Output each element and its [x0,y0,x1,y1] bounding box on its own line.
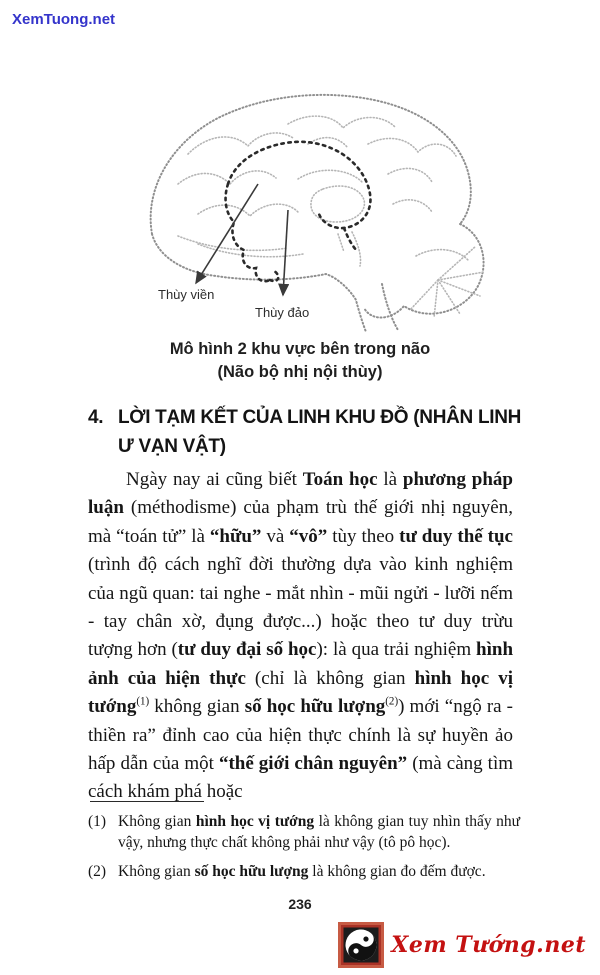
footnote-1-text: Không gian hình học vị tướng là không gian tuy nhìn thấy như vậy, nhưng thực chất không phải như vậy (tô pô học). [118,813,521,852]
watermark-link[interactable]: XemTuong.net [12,11,116,28]
footnote-2-marker: (2) [88,862,107,880]
site-logo [338,922,586,968]
brain-figure [138,84,508,336]
body-paragraph: Ngày nay ai cũng biết Toán học là phương pháp luận (méthodisme) của phạm trù thế giới nhị nguyên, mà “toán tử” là “hữu” và “vô” tùy theo tư duy thế tục (trình độ cách nghĩ đời thường dựa vào kinh nghiệm của ngũ quan: tai nghe - mắt nhìn - mũi ngửi - lưỡi nếm - tay chân xờ, đụng được...) hoặc theo tư duy trừu tượng hơn (tư duy đại số học): là qua trải nghiệm hình ảnh của hiện thực (chỉ là không gian hình học vị tướng$^{(1)}$ không gian số học hữu lượng$^{(2)}$) mới “ngộ ra - thiền ra” đỉnh cao của hiện thực chính là sự huyền ảo hấp dẫn của một “thế giới chân nguyên” (mà càng tìm cách khám phá hoặc [88,469,514,803]
footnote-2-text: Không gian số học hữu lượng là không gian đo đếm được. [118,862,486,880]
figure-caption-line2: (Não bộ nhị nội thùy) [217,363,383,382]
brain-diagram [138,84,508,336]
site-logo-text: Xem Tướng.net [391,932,586,958]
figure-caption-line1: Mô hình 2 khu vực bên trong não [169,340,431,358]
footnote-1-marker: (1) [88,813,107,830]
yin-yang-icon [338,922,384,968]
section-title: LỜI TẠM KẾT CỦA LINH KHU ĐỒ (NHÂN LINH Ư VẠN VẬT) [118,407,522,457]
footnote-separator [90,801,204,802]
figure-label-insula: Thùy đảo [255,305,310,320]
footnotes [88,811,520,889]
figure-caption [0,338,600,385]
footnote-1 [88,811,520,854]
section-number: 4. [88,407,104,428]
page-number: 236 [288,896,312,912]
figure-label-limbic: Thùy viền [158,287,215,302]
section-heading [88,404,524,461]
footnote-2 [88,861,520,882]
